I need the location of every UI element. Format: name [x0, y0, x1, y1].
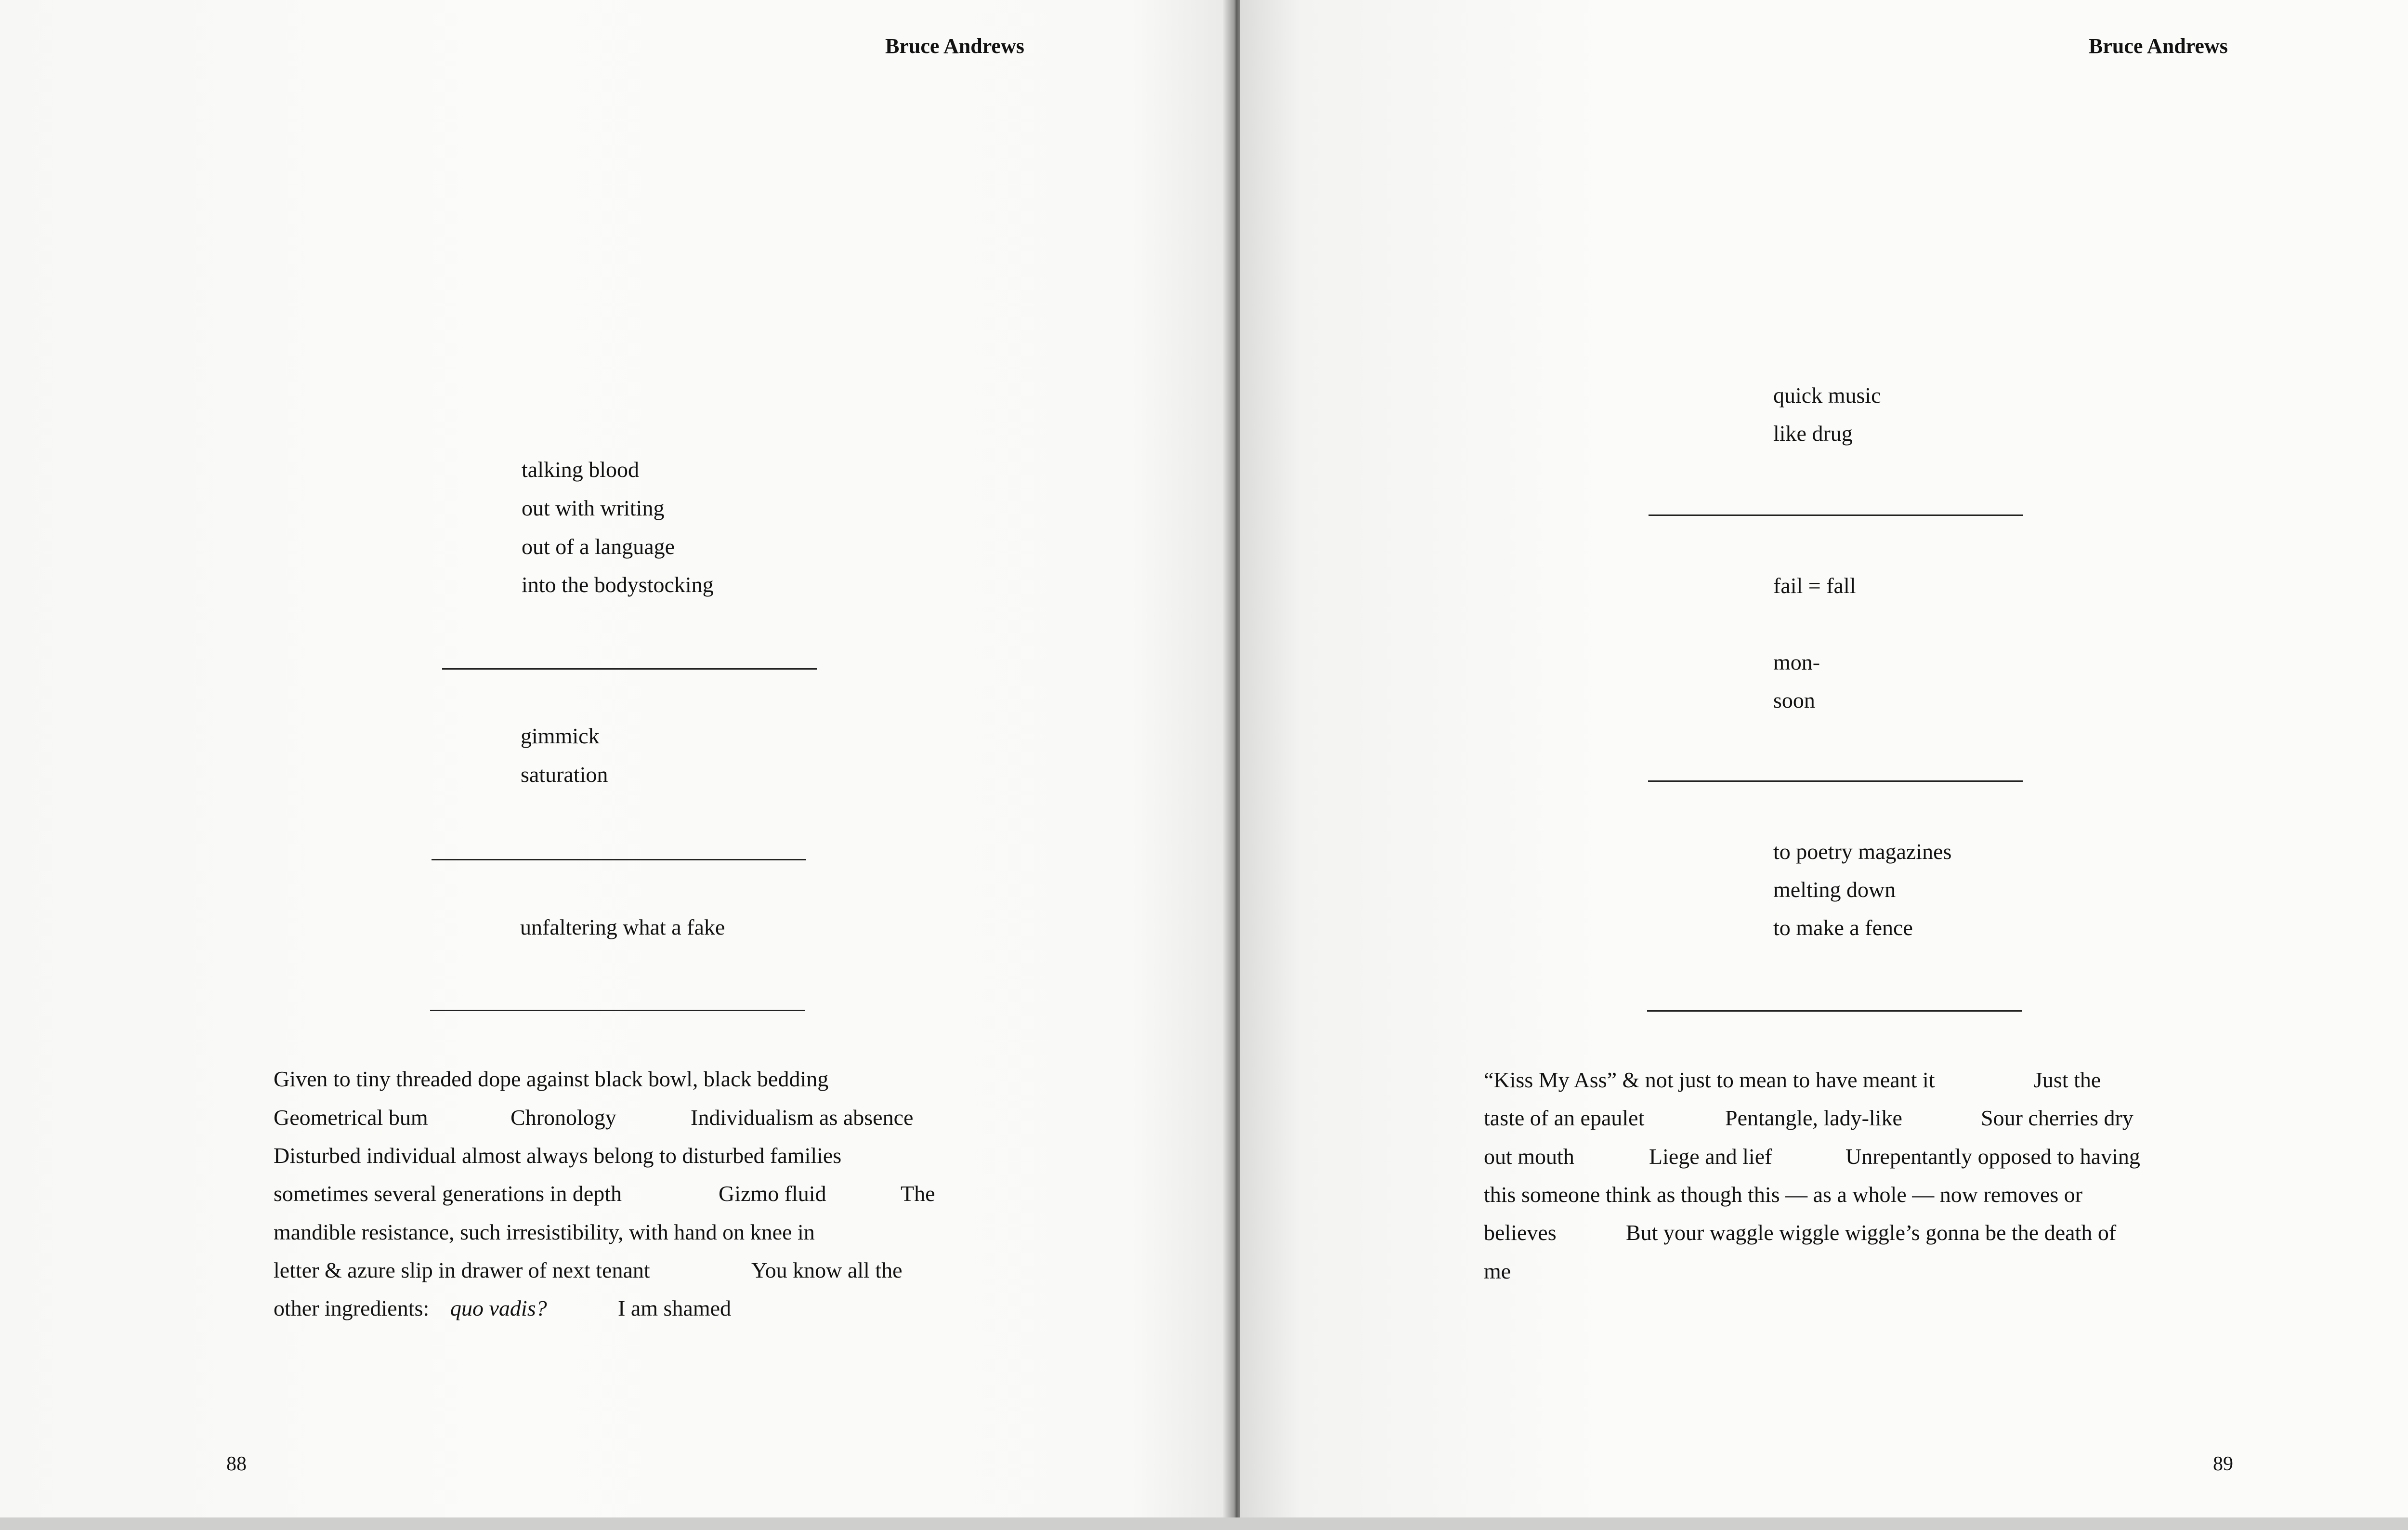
- verse-line: melting down: [1773, 877, 1896, 902]
- verse-line: talking blood: [522, 457, 640, 482]
- verse-line: unfaltering what a fake: [520, 915, 725, 939]
- prose-line: me: [1484, 1259, 1511, 1283]
- verse-line: out of a language: [522, 534, 675, 559]
- page-number-left: 88: [226, 1453, 247, 1475]
- prose-line: sometimes several generations in depth: [274, 1181, 622, 1206]
- verse-line: fail = fall: [1773, 573, 1856, 598]
- divider-rule: [432, 859, 806, 860]
- prose-line: Sour cherries dry: [1981, 1106, 2133, 1130]
- running-head-left: Bruce Andrews: [885, 34, 1024, 58]
- prose-line: You know all the: [751, 1258, 903, 1282]
- divider-rule: [1647, 1010, 2022, 1012]
- page-bottom-edge: [0, 1517, 2408, 1530]
- prose-line: Pentangle, lady-like: [1725, 1106, 1902, 1130]
- verse-line: quick music: [1773, 383, 1881, 408]
- divider-rule: [442, 668, 817, 670]
- prose-line: Geometrical bum: [274, 1105, 428, 1130]
- prose-line: Unrepentantly opposed to having: [1845, 1144, 2140, 1169]
- prose-line: Just the: [2034, 1068, 2101, 1092]
- prose-line: mandible resistance, such irresistibility, with hand on knee in: [274, 1220, 815, 1244]
- prose-line: Individualism as absence: [691, 1105, 914, 1130]
- prose-line: letter & azure slip in drawer of next tenant: [274, 1258, 650, 1282]
- prose-line: Disturbed individual almost always belong to disturbed families: [274, 1143, 842, 1168]
- prose-line: this someone think as though this — as a whole — now removes or: [1484, 1182, 2083, 1207]
- prose-line: “Kiss My Ass” & not just to mean to have meant it: [1484, 1068, 1935, 1092]
- prose-line: Liege and lief: [1649, 1144, 1772, 1169]
- prose-line: I am shamed: [618, 1296, 732, 1320]
- verse-line: out with writing: [522, 496, 665, 520]
- verse-line: saturation: [521, 762, 608, 787]
- prose-line: out mouth: [1484, 1144, 1574, 1169]
- verse-line: mon-: [1773, 650, 1820, 674]
- page-number-right: 89: [2213, 1453, 2233, 1475]
- prose-line: taste of an epaulet: [1484, 1106, 1645, 1130]
- verse-line: gimmick: [521, 724, 600, 748]
- verse-line: to poetry magazines: [1773, 839, 1952, 864]
- verse-line: into the bodystocking: [522, 572, 714, 597]
- divider-rule: [1649, 514, 2023, 516]
- right-page: [1240, 0, 2408, 1517]
- verse-line: soon: [1773, 688, 1815, 712]
- prose-line: believes: [1484, 1220, 1557, 1245]
- prose-line: other ingredients:: [274, 1296, 430, 1320]
- prose-line: But your waggle wiggle wiggle’s gonna be the death of: [1626, 1220, 2117, 1245]
- verse-line: like drug: [1773, 421, 1853, 446]
- prose-line: Gizmo fluid: [719, 1181, 826, 1206]
- running-head-right: Bruce Andrews: [2089, 34, 2228, 58]
- prose-line: Given to tiny threaded dope against black bowl, black bedding: [274, 1067, 829, 1091]
- prose-line: Chronology: [510, 1105, 616, 1130]
- prose-line: The: [901, 1181, 935, 1206]
- divider-rule: [1648, 780, 2023, 782]
- verse-line: to make a fence: [1773, 915, 1913, 940]
- divider-rule: [430, 1010, 805, 1011]
- prose-line-italic: quo vadis?: [450, 1296, 547, 1320]
